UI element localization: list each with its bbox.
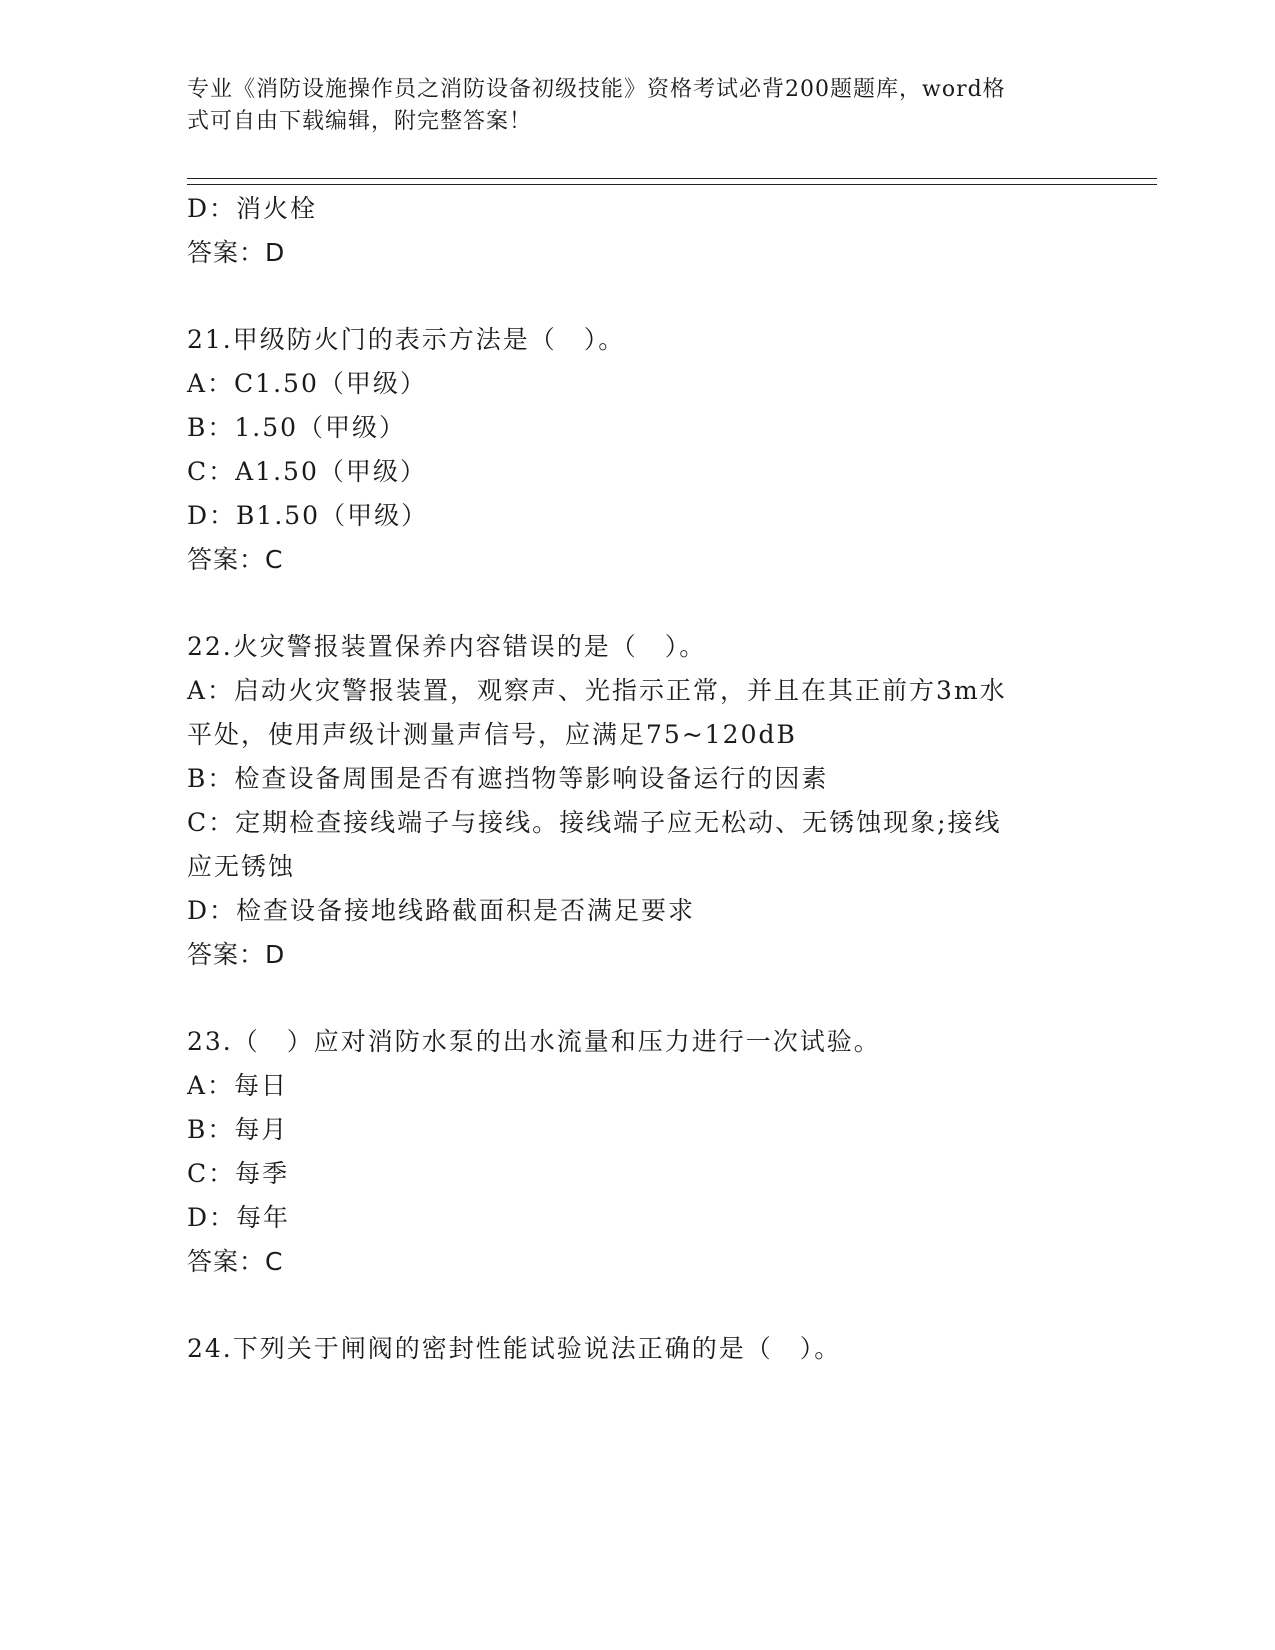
header-rule-top: [187, 178, 1157, 179]
question-22: 22.火灾警报装置保养内容错误的是（ ）。: [187, 632, 707, 661]
q22-option-d: D：检查设备接地线路截面积是否满足要求: [187, 896, 696, 925]
q23-option-a: A：每日: [187, 1071, 289, 1100]
header-line-2: 式可自由下载编辑，附完整答案！: [187, 109, 533, 134]
q21-answer: 答案：C: [187, 545, 284, 574]
question-21: 21.甲级防火门的表示方法是（ ）。: [187, 325, 626, 354]
q22-option-c-line-1: C：定期检查接线端子与接线。接线端子应无松动、无锈蚀现象;接线: [187, 808, 1002, 837]
q21-option-b: B：1.50（甲级）: [187, 413, 407, 442]
q23-option-c: C：每季: [187, 1159, 290, 1188]
header-line-1: 专业《消防设施操作员之消防设备初级技能》资格考试必背200题题库，word格: [187, 77, 1006, 102]
prev-option-d: D：消火栓: [187, 194, 318, 223]
q21-option-c: C：A1.50（甲级）: [187, 457, 427, 486]
question-23: 23.（ ）应对消防水泵的出水流量和压力进行一次试验。: [187, 1027, 881, 1056]
header-rule-bottom: [187, 184, 1157, 185]
q22-option-a-line-2: 平处，使用声级计测量声信号，应满足75~120dB: [187, 720, 797, 749]
q23-answer: 答案：C: [187, 1247, 284, 1276]
q22-option-a-line-1: A：启动火灾警报装置，观察声、光指示正常，并且在其正前方3m水: [187, 676, 1007, 705]
question-24: 24.下列关于闸阀的密封性能试验说法正确的是（ ）。: [187, 1334, 842, 1363]
q23-option-d: D：每年: [187, 1203, 291, 1232]
q21-option-d: D：B1.50（甲级）: [187, 501, 429, 530]
q22-answer: 答案：D: [187, 940, 286, 969]
q21-option-a: A：C1.50（甲级）: [187, 369, 427, 398]
document-header: [187, 74, 1067, 138]
prev-answer: 答案：D: [187, 238, 286, 267]
q22-option-b: B：检查设备周围是否有遮挡物等影响设备运行的因素: [187, 764, 829, 793]
q22-option-c-line-2: 应无锈蚀: [187, 852, 296, 881]
q23-option-b: B：每月: [187, 1115, 289, 1144]
